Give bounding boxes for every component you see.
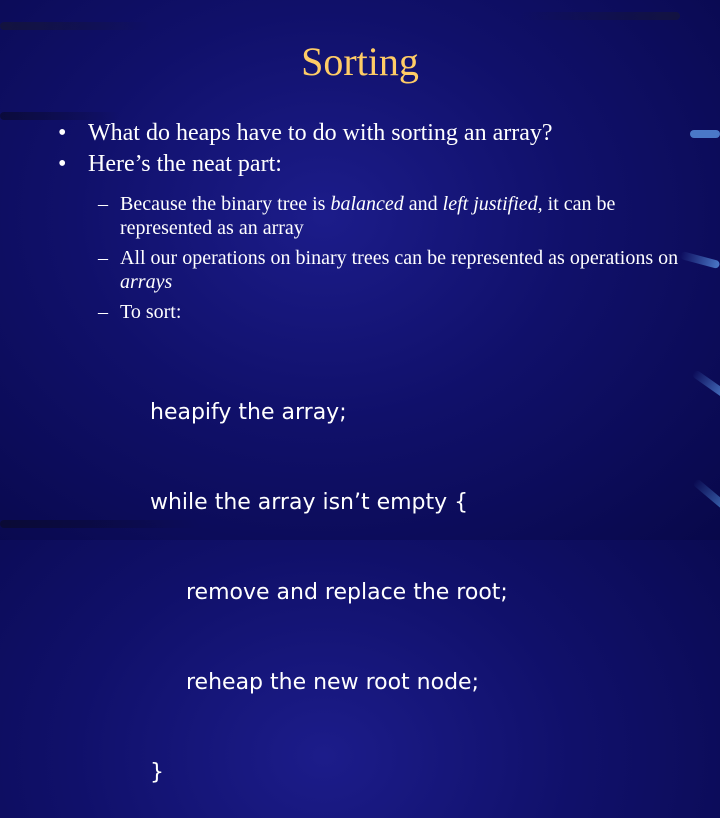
background-streak — [0, 22, 150, 30]
sub-bullet-item — [98, 246, 698, 294]
emphasis-balanced: balanced — [330, 193, 404, 215]
bullet-text: What do heaps have to do with sorting an array? — [88, 120, 553, 146]
dash-glyph: – — [98, 193, 108, 215]
background-streak — [520, 12, 680, 20]
background-streak — [692, 478, 720, 510]
bullet-glyph: • — [58, 120, 67, 146]
emphasis-arrays: arrays — [120, 271, 173, 293]
emphasis-left-justified: left justified, — [442, 193, 543, 215]
bullet-list — [58, 118, 698, 330]
background-streak — [691, 369, 720, 398]
sub-bullet-text: Because the binary tree is balanced and left justified, it can be represented as an array — [120, 193, 616, 239]
code-line: while the array isn’t empty { — [150, 490, 469, 515]
code-line: } — [150, 760, 164, 785]
code-line: reheap the new root node; — [186, 670, 479, 695]
sub-bullet-list — [98, 192, 698, 324]
dash-glyph: – — [98, 247, 108, 269]
bullet-text: Here’s the neat part: — [88, 151, 282, 177]
dash-glyph: – — [98, 301, 108, 323]
sub-bullet-text: All our operations on binary trees can be represented as operations on arrays — [120, 247, 679, 293]
bullet-glyph: • — [58, 151, 67, 177]
sub-bullet-item — [98, 300, 698, 324]
bullet-item — [58, 149, 698, 180]
sub-bullet-item — [98, 192, 698, 240]
pseudocode-block — [150, 338, 508, 818]
bullet-item — [58, 118, 698, 149]
code-line: heapify the array; — [150, 400, 347, 425]
slide-title: Sorting — [301, 39, 419, 84]
code-line: remove and replace the root; — [186, 580, 508, 605]
sub-bullet-text: To sort: — [120, 301, 182, 323]
